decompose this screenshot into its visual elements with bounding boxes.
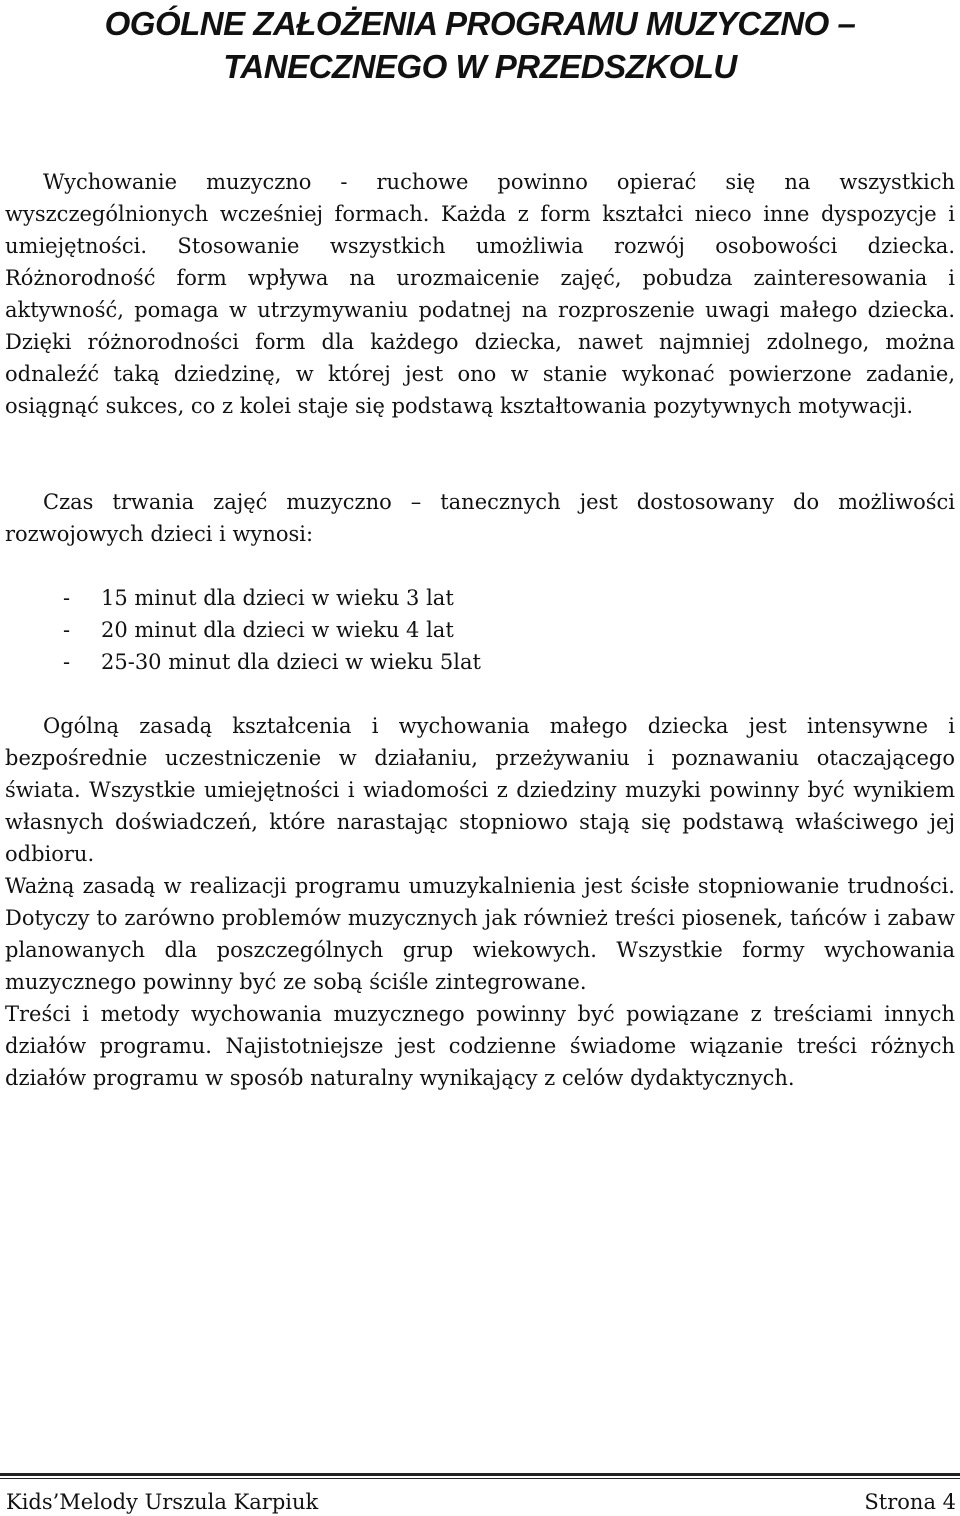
page-footer xyxy=(6,1488,956,1516)
list-item-text: 15 minut dla dzieci w wieku 3 lat xyxy=(101,586,454,610)
list-dash: - xyxy=(63,586,71,610)
footer-divider-thick xyxy=(0,1473,960,1476)
paragraph-3: Ogólną zasadą kształcenia i wychowania małego dziecka jest intensywne i bezpośrednie uczestniczenie w działaniu, przeżywaniu i poznawaniu otaczającego świata. Wszystkie umiejętności i wiadomości z dziedziny muzyki powinny być wynikiem własnych doświadczeń, które narastając stopniowo stają się podstawą właściwego jej odbioru. xyxy=(5,714,955,866)
list-dash: - xyxy=(63,618,71,642)
list-dash: - xyxy=(63,650,71,674)
page-title-line-2: TANECZNEGO W PRZEDSZKOLU xyxy=(223,48,737,85)
list-item xyxy=(63,614,663,646)
paragraph-forms xyxy=(5,166,955,422)
list-item-text: 25-30 minut dla dzieci w wieku 5lat xyxy=(101,650,481,674)
duration-list xyxy=(63,582,663,678)
footer-page-number: Strona 4 xyxy=(864,1490,956,1514)
paragraph-duration xyxy=(5,486,955,550)
paragraph-1: Wychowanie muzyczno - ruchowe powinno opierać się na wszystkich wyszczególnionych wcześniej formach. Każda z form kształci nieco inne dyspozycje i umiejętności. Stosowanie wszystkich umożliwia rozwój osobowości dziecka. Różnorodność form wpływa na urozmaicenie zajęć, pobudza zainteresowania i aktywność, pomaga w utrzymywaniu podatnej na rozproszenie uwagi małego dziecka. Dzięki różnorodności form dla każdego dziecka, nawet najmniej zdolnego, można odnaleźć taką dziedzinę, w której jest ono w stanie wykonać powierzone zadanie, osiągnąć sukces, co z kolei staje się podstawą kształtowania pozytywnych motywacji. xyxy=(5,170,955,418)
list-item xyxy=(63,646,663,678)
paragraph-2: Czas trwania zajęć muzyczno – tanecznych jest dostosowany do możliwości rozwojowych dzieci i wynosi: xyxy=(5,490,955,546)
paragraph-5: Treści i metody wychowania muzycznego powinny być powiązane z treściami innych działów programu. Najistotniejsze jest codzienne świadome wiązanie treści różnych działów programu w sposób naturalny wynikający z celów dydaktycznych. xyxy=(5,1002,955,1090)
paragraph-4: Ważną zasadą w realizacji programu umuzykalnienia jest ścisłe stopniowanie trudności. Dotyczy to zarówno problemów muzycznych jak również treści piosenek, tańców i zabaw planowanych dla poszczególnych grup wiekowych. Wszystkie formy wychowania muzycznego powinny być ze sobą ściśle zintegrowane. xyxy=(5,874,955,994)
paragraph-principles xyxy=(5,710,955,1094)
footer-author: Kids’Melody Urszula Karpiuk xyxy=(6,1490,319,1514)
list-item-text: 20 minut dla dzieci w wieku 4 lat xyxy=(101,618,454,642)
list-item xyxy=(63,582,663,614)
page-title-line-1: OGÓLNE ZAŁOŻENIA PROGRAMU MUZYCZNO – xyxy=(104,5,856,42)
footer-divider-thin xyxy=(0,1478,960,1479)
